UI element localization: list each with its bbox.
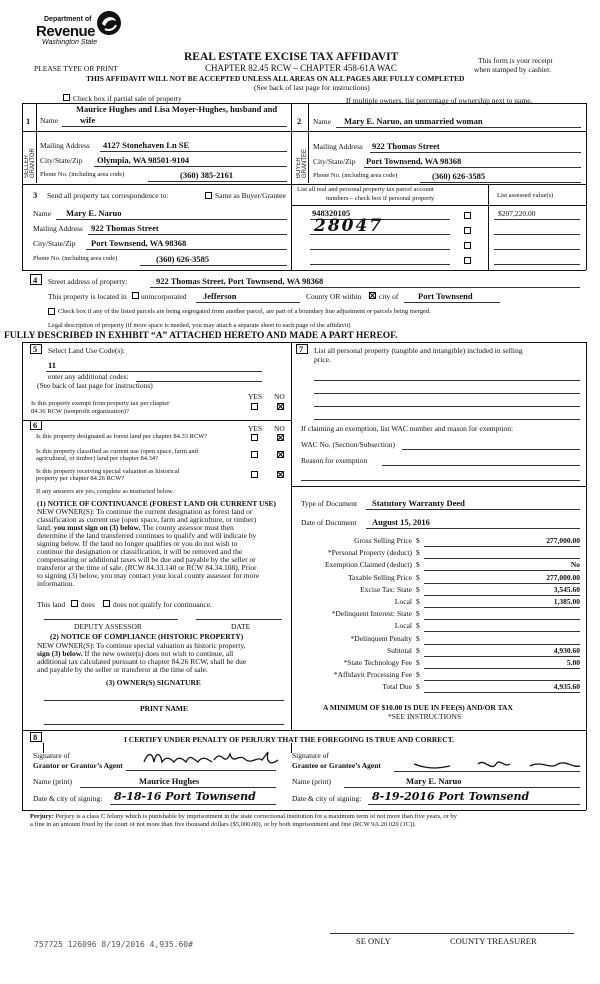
if-yes-note: If any answers are yes, complete as instructed below. — [36, 488, 174, 495]
city-of-checkbox[interactable] — [369, 292, 376, 299]
tax-row-label: Local — [394, 597, 412, 606]
buyer-name-value[interactable]: Mary E. Naruo, an unmarried woman — [344, 116, 483, 126]
tax-row-value[interactable]: 4,930.60 — [553, 645, 580, 655]
street-value[interactable]: 922 Thomas Street, Port Townsend, WA 98368 — [156, 276, 324, 286]
seller-phone-value[interactable]: (360) 385-2161 — [180, 170, 234, 180]
section6-no: NO — [274, 424, 285, 433]
perjury-line-2: a fine in an amount fixed by the court of not more than five thousand dollars ($5,000.00), or by both imprisonment and fine (RCW 9A.20.020 (1C)). — [30, 821, 417, 828]
perjury-line-1 — [30, 814, 457, 821]
section3-mailing-label: Mailing Address — [33, 224, 83, 233]
section3-name-value[interactable]: Mary E. Naruo — [66, 208, 122, 218]
parcel-2-checkbox[interactable] — [464, 227, 471, 234]
parcels-header-2: numbers – check box if personal property — [326, 195, 435, 202]
buyer-city-value[interactable]: Port Townsend, WA 98368 — [366, 156, 462, 166]
city-value[interactable]: Port Townsend — [418, 291, 473, 301]
partial-sale-label: Check box if partial sale of property — [73, 94, 182, 103]
forest-no-checkbox[interactable] — [277, 434, 284, 441]
tax-row-line — [424, 656, 580, 657]
notice2-sign-instruction: sign (3) below. — [37, 649, 83, 658]
tax-row-currency: $ — [416, 670, 420, 680]
doc-type-value[interactable]: Statutory Warranty Deed — [372, 498, 465, 508]
certify-statement: I CERTIFY UNDER PENALTY OF PERJURY THAT THE FOREGOING IS TRUE AND CORRECT. — [124, 735, 455, 744]
tax-row-label: *Delinquent Interest: State — [331, 609, 412, 619]
section3-city-label: City/State/Zip — [33, 239, 76, 248]
buyer-num: 2 — [297, 116, 302, 126]
tax-row-value[interactable]: 277,000.00 — [546, 572, 580, 582]
tax-row-label: Total Due — [382, 682, 412, 692]
tax-row-currency: $ — [416, 584, 420, 594]
same-as-buyer-checkbox[interactable] — [205, 192, 212, 199]
tax-row-line — [424, 644, 580, 645]
notice2-line: NEW OWNER(S): To continue special valuation as historic property, — [37, 641, 246, 650]
tax-row-line — [424, 668, 580, 669]
form-warning: THIS AFFIDAVIT WILL NOT BE ACCEPTED UNLESS ALL AREAS ON ALL PAGES ARE FULLY COMPLETED — [86, 74, 465, 83]
seller-num: 1 — [26, 116, 31, 126]
section3-label: Send all property tax correspondence to: — [47, 191, 169, 200]
section3-city-value[interactable]: Port Townsend, WA 98368 — [91, 238, 187, 248]
parcel-4-checkbox[interactable] — [464, 257, 471, 264]
seller-name-line-2[interactable]: wife — [80, 115, 96, 125]
tax-row-currency: $ — [416, 597, 420, 606]
print-name-label: PRINT NAME — [140, 704, 188, 713]
reason-label: Reason for exemption — [301, 456, 368, 465]
seller-city-value[interactable]: Olympia, WA 98501-9104 — [97, 155, 190, 165]
seller-mailing-label: Mailing Address — [40, 141, 90, 150]
logo-name: Revenue — [36, 23, 96, 40]
tax-row-label: *Affidavit Processing Fee — [333, 670, 412, 680]
section5-no: NO — [274, 392, 285, 401]
exempt-question-2: 84.36 RCW (nonprofit organization)? — [31, 408, 129, 415]
notice1-text: The county assessor must then — [140, 523, 234, 532]
notice1-line: transferor at the time of sale. (RCW 84.33.140 or RCW 84.34.108). Prior — [37, 563, 257, 572]
seller-name-line-1[interactable]: Maurice Hughes and Lisa Moyer-Hughes, husband and — [76, 104, 278, 114]
print-note: PLEASE TYPE OR PRINT — [34, 64, 118, 73]
grantor-name-value[interactable]: Maurice Hughes — [139, 776, 200, 786]
does-label: does — [81, 600, 95, 609]
multiple-owners-label: If multiple owners, list percentage of ownership next to name. — [346, 96, 533, 105]
seller-phone-label: Phone No. (including area code) — [40, 171, 125, 178]
wac-no-label: WAC No. (Section/Subsection) — [301, 440, 395, 449]
exempt-question-1: Is this property exempt from property tax per chapter — [31, 400, 170, 407]
grantor-date-value[interactable]: 8-18-16 Port Townsend — [114, 790, 256, 803]
seller-mailing-value[interactable]: 4127 Stonehaven Ln SE — [103, 140, 190, 150]
receipt-note-2: when stamped by cashier. — [474, 65, 552, 74]
use-only-label: SE ONLY — [356, 936, 391, 946]
tax-row-line — [424, 607, 580, 608]
tax-row-line — [424, 546, 580, 547]
exempt-yes-checkbox[interactable] — [251, 403, 258, 410]
tax-row-line — [424, 631, 580, 632]
doc-type-label: Type of Document — [301, 499, 358, 508]
notice1-sign-instruction: you must sign on (3) below. — [53, 523, 141, 532]
notice2-text: If the new owner(s) does not wish to continue, all — [82, 649, 234, 658]
tax-row-label: Exemption Claimed (deduct) — [324, 560, 412, 570]
county-or-label: County OR within — [306, 292, 362, 301]
located-label: This property is located in — [48, 292, 127, 301]
tax-row-currency: $ — [416, 658, 420, 667]
parcel-3-checkbox[interactable] — [464, 242, 471, 249]
segregated-label: Check box if any of the listed parcels are being segregated from another parcel, are part of a boundary line adjustment or parcels being merged. — [58, 308, 431, 315]
current-use-question-2: agricultural, or timber) land per chapter 84.34? — [36, 455, 159, 462]
exempt-no-checkbox[interactable] — [277, 403, 284, 410]
legal-label: Legal description of property (if more space is needed, you may attach a separate sheet to each page of the affidavit) — [48, 322, 351, 329]
does-checkbox[interactable] — [71, 600, 78, 607]
street-label: Street address of property: — [48, 277, 128, 286]
section5-num: 5 — [33, 344, 38, 354]
tax-row-label: *Personal Property (deduct) — [327, 548, 412, 558]
land-use-value[interactable]: 11 — [48, 360, 57, 370]
tax-row-value[interactable]: 4,935.60 — [553, 682, 580, 692]
tax-row-label: Subtotal — [386, 645, 412, 655]
unincorporated-checkbox[interactable] — [132, 292, 139, 299]
tax-row-label: Taxable Selling Price — [347, 572, 412, 582]
parcel-1-checkbox[interactable] — [464, 212, 471, 219]
section7-num: 7 — [299, 344, 304, 354]
legal-description[interactable]: FULLY DESCRIBED IN EXHIBIT “A” ATTACHED HERETO AND MADE A PART HEREOF. — [4, 331, 398, 341]
section3-mailing-value[interactable]: 922 Thomas Street — [91, 223, 159, 233]
grantor-sig-label-1: Signature of — [33, 751, 70, 760]
grantee-date-label: Date & city of signing: — [292, 794, 362, 803]
notice2-line: and payable by the seller or transferor at the time of sale. — [37, 665, 208, 674]
logo-dept: Department of — [44, 16, 92, 23]
grantor-name-label: Name (print) — [33, 777, 72, 786]
owner-signature-label: (3) OWNER(S) SIGNATURE — [106, 678, 201, 687]
notice1-line: continue the designation or classification, it will be removed and the — [37, 547, 243, 556]
section3-num: 3 — [33, 190, 38, 200]
see-instructions: *SEE INSTRUCTIONS — [388, 712, 462, 721]
tax-row-line — [424, 680, 580, 681]
buyer-mailing-label: Mailing Address — [313, 142, 363, 151]
tax-row-value[interactable]: No — [570, 560, 580, 570]
notice2-line: additional tax calculated pursuant to chapter 84.26 RCW, shall be due — [37, 657, 247, 666]
same-as-buyer-label: Same as Buyer/Grantee — [215, 191, 286, 200]
doc-date-value[interactable]: August 15, 2016 — [372, 517, 430, 527]
grantee-sig-label-1: Signature of — [292, 751, 329, 760]
unincorporated-label: unincorporated — [141, 292, 187, 301]
section6-yes: YES — [248, 424, 263, 433]
section3-phone-label: Phone No. (including area code) — [33, 255, 118, 262]
seller-name-label: Name — [40, 116, 58, 125]
grantee-name-value[interactable]: Mary E. Naruo — [406, 776, 462, 786]
tax-row-line — [424, 595, 580, 596]
seller-city-label: City/State/Zip — [40, 156, 83, 165]
section5-yes: YES — [248, 392, 263, 401]
logo-swirl-icon — [96, 10, 122, 36]
tax-row-value[interactable]: 5.00 — [566, 658, 580, 667]
notice1-line: classification as current use (open space, farm and agriculture, or timber) — [37, 515, 257, 524]
tax-row-line — [424, 692, 580, 693]
county-value[interactable]: Jefferson — [203, 291, 237, 301]
section5-see-back: (See back of last page for instructions) — [37, 381, 153, 390]
current-use-yes-checkbox[interactable] — [251, 451, 258, 458]
notice1-line: compensating or additional taxes will be due and payable by the seller or — [37, 555, 256, 564]
notice1-text: land, — [37, 523, 54, 532]
tax-row-line — [424, 558, 580, 559]
minimum-note: A MINIMUM OF $10.00 IS DUE IN FEE(S) AND/OR TAX — [323, 703, 513, 712]
land-use-label: Select Land Use Code(s): — [48, 346, 125, 355]
section6-num: 6 — [33, 420, 38, 430]
notice2-title: (2) NOTICE OF COMPLIANCE (HISTORIC PROPERTY) — [50, 632, 244, 641]
form-chapter: CHAPTER 82.45 RCW – CHAPTER 458-61A WAC — [205, 63, 397, 73]
notice1-title: (1) NOTICE OF CONTINUANCE (FOREST LAND OR CURRENT USE) — [37, 499, 277, 508]
seller-side-label: SELLER GRANTOR — [24, 148, 36, 178]
grantee-name-label: Name (print) — [292, 777, 331, 786]
deputy-date-label: DATE — [231, 622, 251, 631]
buyer-city-label: City/State/Zip — [313, 157, 356, 166]
assessed-1[interactable]: $207,220.00 — [498, 209, 536, 218]
historic-question-1: Is this property receiving special valuation as historical — [36, 468, 180, 475]
buyer-phone-label: Phone No. (including area code) — [313, 172, 398, 179]
cashier-stamp: 757725 126096 8/19/2016 4,935.60# — [34, 940, 193, 949]
tax-row-currency: $ — [416, 621, 420, 631]
grantor-date-label: Date & city of signing: — [33, 794, 103, 803]
wac-claim-label: If claiming an exemption, list WAC number and reason for exemption: — [301, 424, 514, 433]
perjury-text: Perjury is a class C felony which is punishable by imprisonment in the state correctional institution for a maximum term of not more than five years, or by — [53, 813, 457, 820]
notice1-line: information. — [37, 579, 75, 588]
buyer-phone-value[interactable]: (360) 626-3585 — [432, 171, 486, 181]
perjury-label: Perjury: — [30, 813, 54, 820]
doc-date-label: Date of Document — [301, 518, 357, 527]
buyer-side-label: BUYER GRANTEE — [296, 148, 308, 178]
tax-row-label: Gross Selling Price — [354, 536, 412, 545]
section3-phone-value[interactable]: (360) 626-3585 — [156, 254, 210, 264]
tax-row-currency: $ — [416, 609, 420, 619]
historic-yes-checkbox[interactable] — [251, 471, 258, 478]
tax-row-currency: $ — [416, 536, 420, 545]
tax-row-currency: $ — [416, 633, 420, 643]
receipt-note-1: This form is your receipt — [478, 56, 553, 65]
parcel-1[interactable]: 948320105 — [312, 208, 351, 218]
tax-row-value[interactable]: 1,385.00 — [553, 597, 580, 606]
tax-row-currency: $ — [416, 682, 420, 692]
current-use-no-checkbox[interactable] — [277, 451, 284, 458]
logo-state: Washington State — [42, 39, 98, 46]
grantee-date-value[interactable]: 8-19-2016 Port Townsend — [372, 790, 530, 803]
tax-row-value[interactable]: 277,000.00 — [546, 536, 580, 545]
buyer-name-label: Name — [313, 117, 331, 126]
revenue-logo — [36, 10, 126, 50]
parcels-header-1: List all real and personal property tax parcel account — [297, 186, 434, 193]
current-use-question-1: Is this property classified as current use (open space, farm and — [36, 448, 198, 455]
tax-row-currency: $ — [416, 645, 420, 655]
city-of-label: city of — [379, 292, 399, 301]
tax-row-line — [424, 570, 580, 571]
partial-sale-checkbox[interactable] — [63, 94, 70, 101]
section7-label-2: price. — [314, 355, 331, 364]
tax-row-line — [424, 619, 580, 620]
notice1-line: to signing (3) below, you may contact your local county assessor for more — [37, 571, 260, 580]
historic-no-checkbox[interactable] — [277, 471, 284, 478]
additional-codes-label: enter any additional codes: — [48, 372, 129, 381]
assessed-header: List assessed value(s) — [497, 192, 554, 199]
section7-label-1: List all personal property (tangible and intangible) included in selling — [314, 346, 523, 355]
section8-num: 8 — [33, 732, 38, 742]
form-title: REAL ESTATE EXCISE TAX AFFIDAVIT — [184, 51, 399, 63]
tax-row-value[interactable]: 3,545.60 — [553, 584, 580, 594]
notice1-line: NEW OWNER(S): To continue the current designation as forest land or — [37, 507, 253, 516]
parcel-2-handwritten[interactable]: 28047 — [314, 216, 384, 236]
tax-row-label: Local — [394, 621, 412, 631]
tax-row-label: *Delinquent Penalty — [350, 633, 412, 643]
tax-row-currency: $ — [416, 548, 420, 558]
section3-name-label: Name — [33, 209, 51, 218]
form-see-back: (See back of last page for instructions) — [254, 83, 370, 92]
historic-question-2: property per chapter 84.26 RCW? — [36, 475, 125, 482]
section4-num: 4 — [33, 275, 38, 285]
segregated-checkbox[interactable] — [48, 308, 55, 315]
forest-question: Is this property designated as forest land per chapter 84.33 RCW? — [36, 433, 208, 440]
tax-row-currency: $ — [416, 560, 420, 570]
this-land-label: This land — [37, 600, 66, 609]
county-treasurer-label: COUNTY TREASURER — [450, 936, 537, 946]
tax-row-label: Excise Tax: State — [360, 584, 412, 594]
grantee-sig-label-2: Grantee or Grantee’s Agent — [292, 761, 381, 770]
does-not-label: does not qualify for continuance. — [113, 600, 212, 609]
forest-yes-checkbox[interactable] — [251, 434, 258, 441]
buyer-mailing-value[interactable]: 922 Thomas Street — [372, 141, 440, 151]
notice1-line: determine if the land transferred continues to qualify and will indicate by — [37, 531, 257, 540]
grantor-sig-label-2: Grantor or Grantor’s Agent — [33, 761, 123, 770]
notice1-line: signing below. If the land no longer qualifies or you do not wish to — [37, 539, 238, 548]
deputy-assessor-label: DEPUTY ASSESSOR — [74, 622, 142, 631]
tax-row-label: *State Technology Fee — [343, 658, 412, 667]
tax-row-line — [424, 583, 580, 584]
does-not-checkbox[interactable] — [103, 600, 110, 607]
tax-row-currency: $ — [416, 572, 420, 582]
grantor-signature[interactable] — [142, 746, 282, 772]
